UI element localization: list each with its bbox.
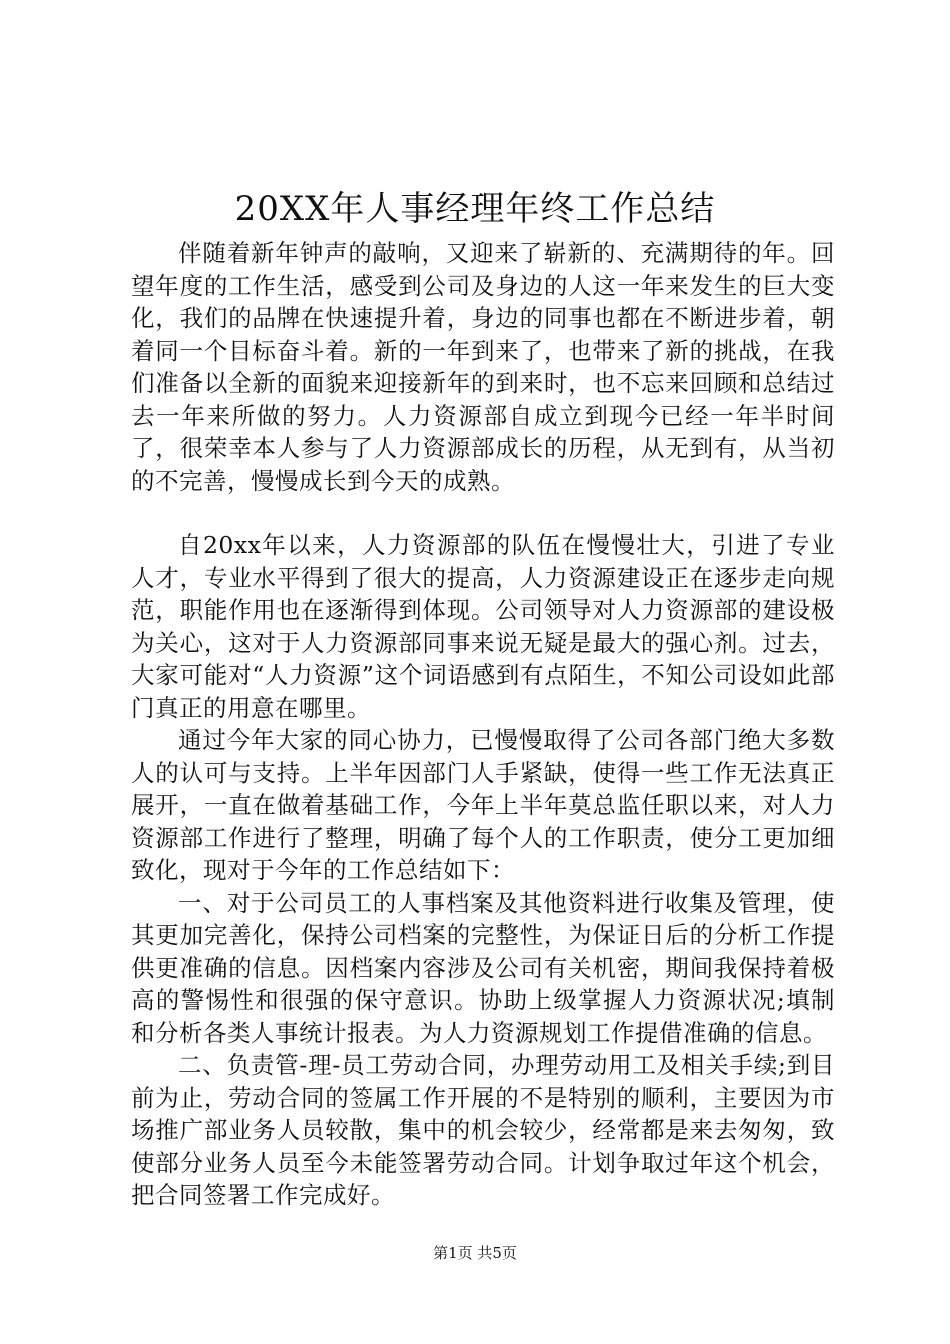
paragraph-teamwork: 通过今年大家的同心协力，已慢慢取得了公司各部门绝大多数人的认可与支持。上半年因部门人手紧缺，使得一些工作无法真正展开，一直在做着基础工作，今年上半年莫总监任职以来，对人力资源部工作进行了整理，明确了每个人的工作职责，使分工更加细致化，现对于今年的工作总结如下： xyxy=(131,726,835,884)
paragraph-intro: 伴随着新年钟声的敲响，又迎来了崭新的、充满期待的年。回望年度的工作生活，感受到公司及身边的人这一年来发生的巨大变化，我们的品牌在快速提升着，身边的同事也都在不断进步着，朝着同一个目标奋斗着。新的一年到来了，也带来了新的挑战，在我们准备以全新的面貌来迎接新年的到来时，也不忘来回顾和总结过去一年来所做的努力。人力资源部自成立到现今已经一年半时间了，很荣幸本人参与了人力资源部成长的历程，从无到有，从当初的不完善，慢慢成长到今天的成熟。 xyxy=(131,239,835,495)
paragraph-item-one: 一、对于公司员工的人事档案及其他资料进行收集及管理，使其更加完善化，保持公司档案的完整性，为保证日后的分析工作提供更准确的信息。因档案内容涉及公司有关机密，期间我保持着极高的警惕性和很强的保守意识。协助上级掌握人力资源状况;填制和分析各类人事统计报表。为人力资源规划工作提借准确的信息。 xyxy=(131,888,835,1047)
paragraph-since-20xx: 自20xx年以来，人力资源部的队伍在慢慢壮大，引进了专业人才，专业水平得到了很大的提高，人力资源建设正在逐步走向规范，职能作用也在逐渐得到体现。公司领导对人力资源部的建设极为关心，这对于人力资源部同事来说无疑是最大的强心剂。过去，大家可能对“人力资源”这个词语感到有点陌生，不知公司设如此部门真正的用意在哪里。 xyxy=(131,531,835,722)
page-number-footer: 第1页 共5页 xyxy=(433,1244,517,1262)
document-title: 20XX年人事经理年终工作总结 xyxy=(234,189,716,229)
document-body xyxy=(131,237,835,1212)
paragraph-item-two: 二、负责管-理-员工劳动合同，办理劳动用工及相关手续;到目前为止，劳动合同的签属工作开展的不是特别的顺利，主要因为市场推广部业务人员较散，集中的机会较少，经常都是来去匆匆，致使部分业务人员至今未能签署劳动合同。计划争取过年这个机会，把合同签署工作完成好。 xyxy=(131,1051,835,1209)
